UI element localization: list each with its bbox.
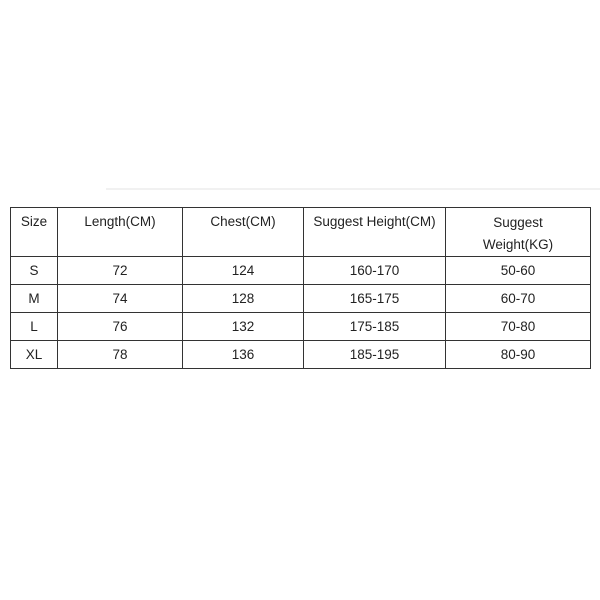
cell-size: XL <box>11 341 58 369</box>
table-header-row <box>11 208 591 257</box>
cell-size: S <box>11 257 58 285</box>
cell-chest: 124 <box>183 257 304 285</box>
header-length: Length(CM) <box>58 208 183 257</box>
cell-size: L <box>11 313 58 341</box>
cell-height: 175-185 <box>304 313 446 341</box>
cell-chest: 136 <box>183 341 304 369</box>
cell-weight: 80-90 <box>446 341 591 369</box>
cell-length: 72 <box>58 257 183 285</box>
table-row <box>11 341 591 369</box>
cell-height: 160-170 <box>304 257 446 285</box>
table-row <box>11 285 591 313</box>
table-row <box>11 257 591 285</box>
divider-line <box>106 188 600 190</box>
header-suggest-weight-line2: Weight(KG) <box>482 237 554 252</box>
header-chest: Chest(CM) <box>183 208 304 257</box>
cell-length: 78 <box>58 341 183 369</box>
cell-height: 165-175 <box>304 285 446 313</box>
cell-weight: 70-80 <box>446 313 591 341</box>
cell-length: 74 <box>58 285 183 313</box>
cell-chest: 132 <box>183 313 304 341</box>
header-suggest-height: Suggest Height(CM) <box>304 208 446 257</box>
cell-weight: 50-60 <box>446 257 591 285</box>
table-row <box>11 313 591 341</box>
cell-chest: 128 <box>183 285 304 313</box>
cell-length: 76 <box>58 313 183 341</box>
cell-weight: 60-70 <box>446 285 591 313</box>
cell-size: M <box>11 285 58 313</box>
header-suggest-weight <box>446 208 591 257</box>
size-chart-table <box>10 207 591 369</box>
header-suggest-weight-line1: Suggest <box>493 215 543 230</box>
header-size: Size <box>11 208 58 257</box>
cell-height: 185-195 <box>304 341 446 369</box>
